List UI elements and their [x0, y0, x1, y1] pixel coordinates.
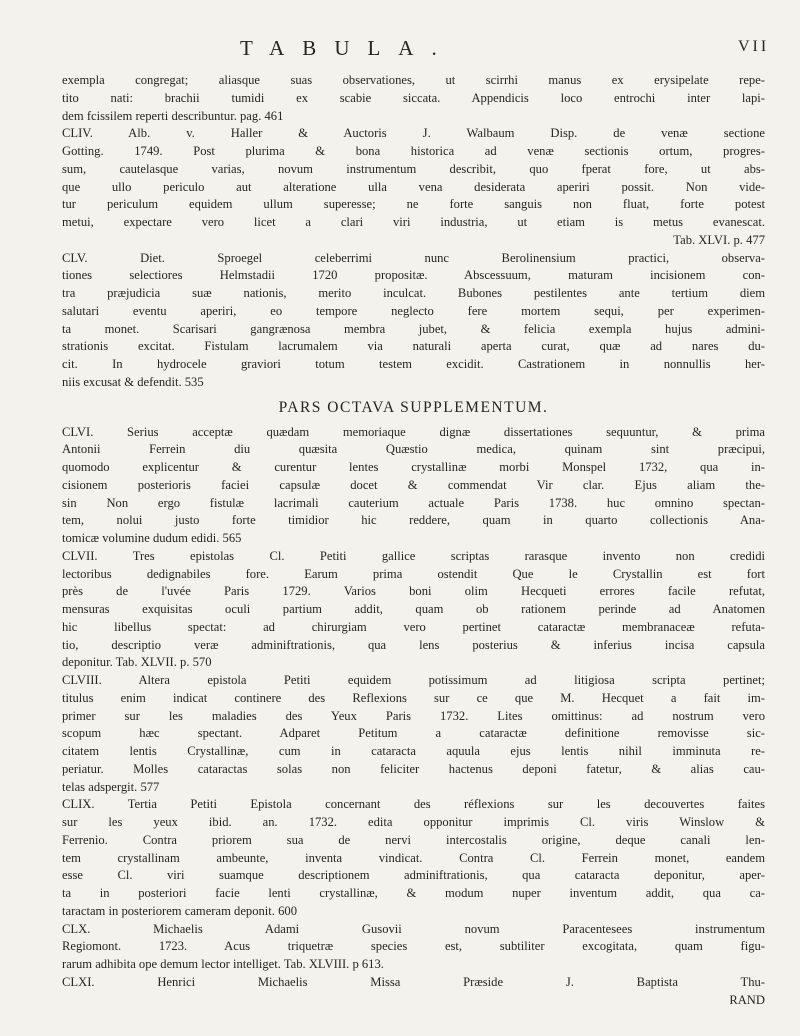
text-line: sin Non ergo fistulæ lacrimali cauterium actuale Paris 1738. huc omnino spectan- — [62, 495, 765, 510]
text-block-before — [62, 72, 765, 392]
text-line: sur les yeux ibid. an. 1732. edita opponitur imprimis Cl. viris Winslow & — [62, 815, 765, 829]
text-line: tito nati: brachii tumidi ex scabie siccata. Appendicis loco entrochi inter lapi- — [62, 90, 765, 105]
text-line: primer sur les maladies des Yeux Paris 1732. Lites omittinus: ad nostrum vero — [62, 708, 765, 723]
text-line: Tab. XLVI. p. 477 — [673, 232, 765, 247]
catchword: RAND — [729, 992, 765, 1007]
text-line: CLX. Michaelis Adami Gusovii novum Paracentesees instrumentum — [62, 921, 765, 936]
text-line: CLXI. Henrici Michaelis Missa Præside J. Baptista Thu- — [62, 974, 765, 989]
text-line: CLV. Diet. Sproegel celeberrimi nunc Berolinensium practici, observa- — [62, 250, 765, 265]
text-line: tem, nolui justo forte timidior hic reddere, quam in quarto collectionis Ana- — [62, 513, 765, 528]
text-line: lectoribus dedignabiles fore. Earum prima ostendit Que le Crystallin est fort — [62, 566, 765, 581]
page-number: VII — [738, 38, 770, 55]
text-line: taractam in posteriorem cameram deponit. 600 — [62, 903, 297, 918]
text-line: CLIV. Alb. v. Haller & Auctoris J. Walbaum Disp. de venæ sectione — [62, 126, 765, 141]
text-line: tio, descriptio veræ adminiftrationis, qua lens posterius & inferius incisa capsula — [62, 637, 765, 652]
text-line: Ferrenio. Contra priorem sua de nervi intercostalis origine, deque canali len- — [62, 832, 765, 847]
text-line: mensuras exquisitas oculi partium addit, quam ob rationem perinde ad Anatomen — [62, 602, 765, 616]
text-line: sum, cautelasque varias, novum instrumentum describit, quo fperat fore, ut abs- — [62, 161, 765, 176]
text-line: titulus enim indicat continere des Reflexions sur ce que M. Hecquet a fait im- — [62, 690, 765, 705]
text-line: ta in posteriori facie lenti crystallinæ, & modum nuper inventum addit, qua ca- — [62, 886, 765, 900]
text-line: CLVIII. Altera epistola Petiti equidem potissimum ad litigiosa scripta pertinet; — [62, 673, 765, 687]
text-line: cit. In hydrocele graviori totum testem excidit. Castrationem in nonnullis her- — [62, 357, 765, 371]
text-line: dem fcissilem reperti describuntur. pag. 461 — [62, 108, 284, 123]
text-line: tiones selectiores Helmstadii 1720 propositæ. Abscessuum, maturam incisionem con- — [62, 268, 765, 283]
text-line: hic libellus spectat: ad chirurgiam vero pertinet cataractæ membranaceæ refuta- — [62, 619, 765, 634]
text-line: quomodo explicentur & curentur lentes crystallinæ morbi Monspel 1732, qua in- — [62, 460, 765, 474]
text-line: rarum adhibita ope demum lector intelliget. Tab. XLVIII. p 613. — [62, 957, 384, 971]
text-line: CLIX. Tertia Petiti Epistola concernant des réflexions sur les decouvertes faites — [62, 797, 765, 812]
page-header — [0, 30, 800, 70]
text-line: periatur. Molles cataractas solas non feliciter hactenus deponi fatetur, & alias cau- — [62, 761, 765, 776]
text-block-after — [62, 424, 765, 1010]
text-line: tem crystallinam ambeunte, inventa vindicat. Contra Cl. Ferrein monet, eandem — [62, 850, 765, 865]
text-line: ta monet. Scarisari gangrænosa membra jubet, & felicia exempla hujus admini- — [62, 321, 765, 336]
section-heading: PARS OCTAVA SUPPLEMENTUM. — [278, 398, 549, 416]
page-body — [62, 72, 765, 1009]
text-line: cisionem posterioris faciei capsulæ docet & commendat Vir clar. Ejus aliam the- — [62, 477, 765, 492]
text-line: que ullo periculo aut alteratione ulla vena desiderata aperiri possit. Non vide- — [62, 179, 765, 194]
text-line: Regiomont. 1723. Acus triquetræ species est, subtiliter excogitata, quam figu- — [62, 939, 765, 954]
text-line: metui, expectare vero licet a clari viri industria, ut etiam is metus evanescat. — [62, 215, 765, 229]
running-title: TABULA. — [240, 36, 455, 60]
text-line: Gotting. 1749. Post plurima & bona historica ad venæ sectionis ortum, progres- — [62, 144, 765, 158]
text-line: deponitur. Tab. XLVII. p. 570 — [62, 655, 212, 670]
text-line: près de l'uvée Paris 1729. Varios boni olim Hecqueti errores facile refutat, — [62, 584, 765, 599]
text-line: telas adspergit. 577 — [62, 779, 160, 794]
text-line: CLVII. Tres epistolas Cl. Petiti gallice scriptas rarasque invento non credidi — [62, 548, 765, 563]
text-line: tur periculum equidem ullum superesse; ne forte sanguis non fluat, forte potest — [62, 197, 765, 212]
text-line: tomicæ volumine dudum edidi. 565 — [62, 531, 242, 545]
text-line: niis excusat & defendit. 535 — [62, 374, 204, 389]
text-line: strationis excitat. Fistulam lacrumalem via naturali aperta curat, quæ ad nares du- — [62, 339, 765, 354]
text-line: salutari eventu aperiri, eo tempore neglecto fere mortem sequi, per experimen- — [62, 303, 765, 318]
text-line: Antonii Ferrein diu quæsita Quæstio medica, quinam sint præcipui, — [62, 442, 765, 457]
text-line: scopum hæc spectant. Adparet Petitum a cataractæ definitione removisse sic- — [62, 726, 765, 741]
text-line: citatem lentis Crystallinæ, cum in cataracta aquula ejus lentis nihil imminuta re- — [62, 744, 765, 758]
text-line: exempla congregat; aliasque suas observationes, ut scirrhi manus ex erysipelate repe- — [62, 73, 765, 87]
text-line: tra præjudicia suæ nationis, merito inculcat. Bubones pestilentes ante tertium diem — [62, 286, 765, 300]
text-line: CLVI. Serius acceptæ quædam memoriaque dignæ dissertationes sequuntur, & prima — [62, 424, 765, 439]
text-line: esse Cl. viri suamque descriptionem adminiftrationis, qua cataracta deponitur, aper- — [62, 868, 765, 883]
